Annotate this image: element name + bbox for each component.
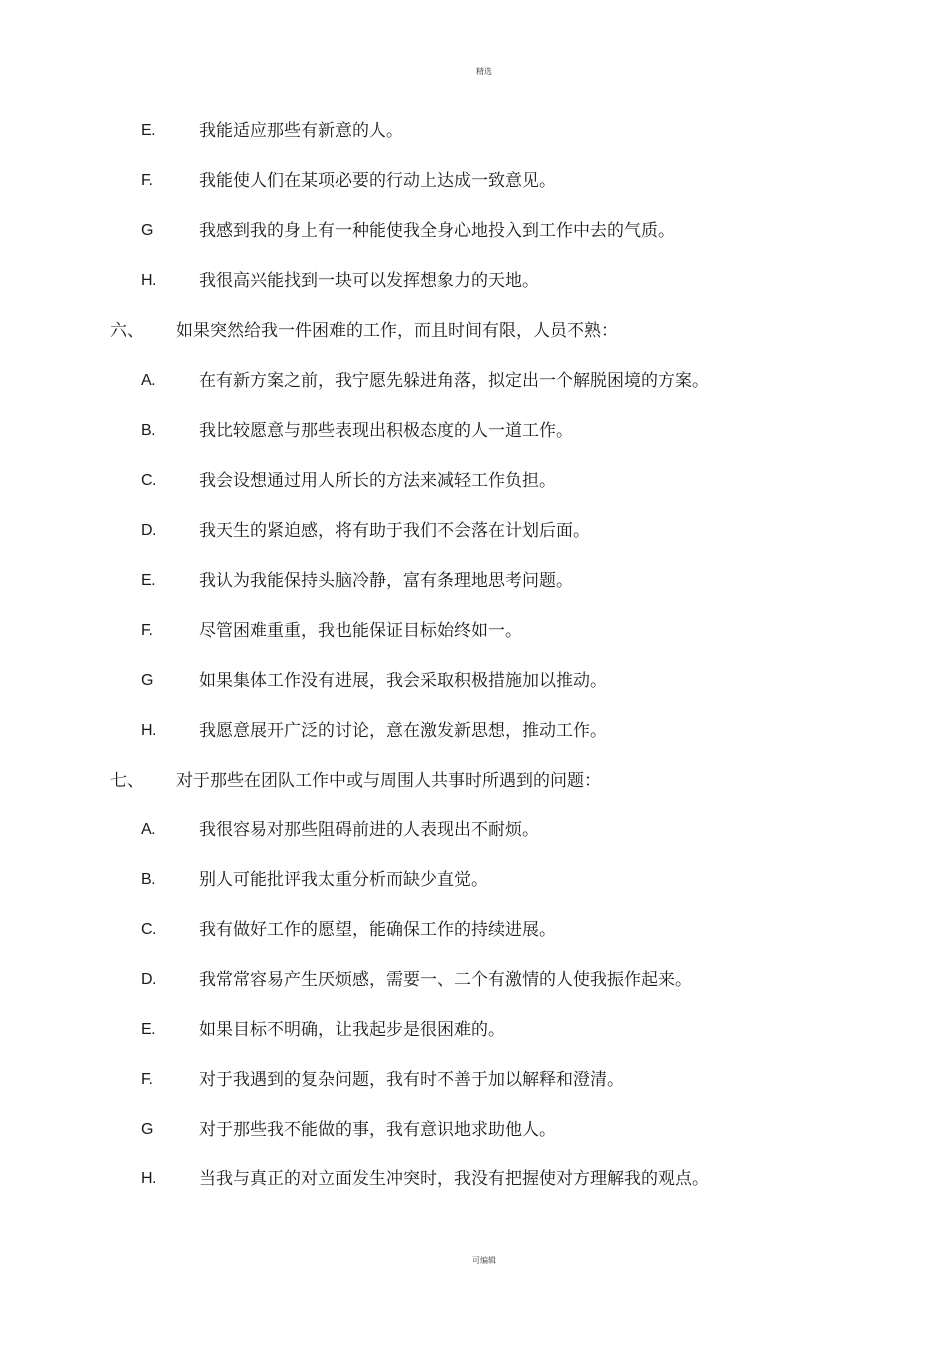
option-letter: E. [141, 122, 156, 139]
option-text: 如果集体工作没有进展，我会采取积极措施加以推动。 [199, 671, 607, 691]
option-letter: A. [141, 372, 156, 389]
option-text: 我感到我的身上有一种能使我全身心地投入到工作中去的气质。 [199, 221, 675, 241]
option-text: 我愿意展开广泛的讨论，意在激发新思想，推动工作。 [199, 721, 607, 741]
page-header-mark: 精选 [476, 67, 492, 76]
question-text: 如果突然给我一件困难的工作，而且时间有限，人员不熟： [176, 321, 618, 341]
question-text: 对于那些在团队工作中或与周围人共事时所遇到的问题： [176, 771, 601, 791]
option-text: 在有新方案之前，我宁愿先躲进角落，拟定出一个解脱困境的方案。 [199, 371, 709, 391]
option-letter: F. [141, 1071, 153, 1088]
option-text: 别人可能批评我太重分析而缺少直觉。 [199, 870, 488, 890]
option-letter: B. [141, 422, 156, 439]
option-letter: C. [141, 921, 156, 938]
option-letter: A. [141, 821, 156, 838]
option-text: 我会设想通过用人所长的方法来减轻工作负担。 [199, 471, 556, 491]
option-text: 我很容易对那些阻碍前进的人表现出不耐烦。 [199, 820, 539, 840]
option-letter: B. [141, 871, 156, 888]
option-letter: G [141, 222, 153, 239]
option-letter: F. [141, 172, 153, 189]
option-letter: F. [141, 622, 153, 639]
option-letter: C. [141, 472, 156, 489]
option-letter: E. [141, 1021, 156, 1038]
option-text: 我有做好工作的愿望，能确保工作的持续进展。 [199, 920, 556, 940]
option-text: 对于我遇到的复杂问题，我有时不善于加以解释和澄清。 [199, 1070, 624, 1090]
page-footer-mark: 可编辑 [472, 1256, 496, 1265]
question-number: 六、 [110, 321, 144, 341]
option-text: 尽管困难重重，我也能保证目标始终如一。 [199, 621, 522, 641]
option-letter: D. [141, 971, 156, 988]
option-text: 我能适应那些有新意的人。 [199, 121, 403, 141]
option-text: 当我与真正的对立面发生冲突时，我没有把握使对方理解我的观点。 [199, 1169, 709, 1189]
option-letter: H. [141, 722, 156, 739]
option-text: 对于那些我不能做的事，我有意识地求助他人。 [199, 1120, 556, 1140]
option-letter: D. [141, 522, 156, 539]
question-number: 七、 [110, 771, 144, 791]
option-text: 我比较愿意与那些表现出积极态度的人一道工作。 [199, 421, 573, 441]
option-text: 我很高兴能找到一块可以发挥想象力的天地。 [199, 271, 539, 291]
option-letter: H. [141, 1170, 156, 1187]
option-text: 如果目标不明确，让我起步是很困难的。 [199, 1020, 505, 1040]
option-text: 我能使人们在某项必要的行动上达成一致意见。 [199, 171, 556, 191]
option-text: 我认为我能保持头脑冷静，富有条理地思考问题。 [199, 571, 573, 591]
option-letter: E. [141, 572, 156, 589]
option-text: 我天生的紧迫感，将有助于我们不会落在计划后面。 [199, 521, 590, 541]
option-letter: G [141, 1121, 153, 1138]
option-letter: G [141, 672, 153, 689]
option-text: 我常常容易产生厌烦感，需要一、二个有激情的人使我振作起来。 [199, 970, 692, 990]
option-letter: H. [141, 272, 156, 289]
